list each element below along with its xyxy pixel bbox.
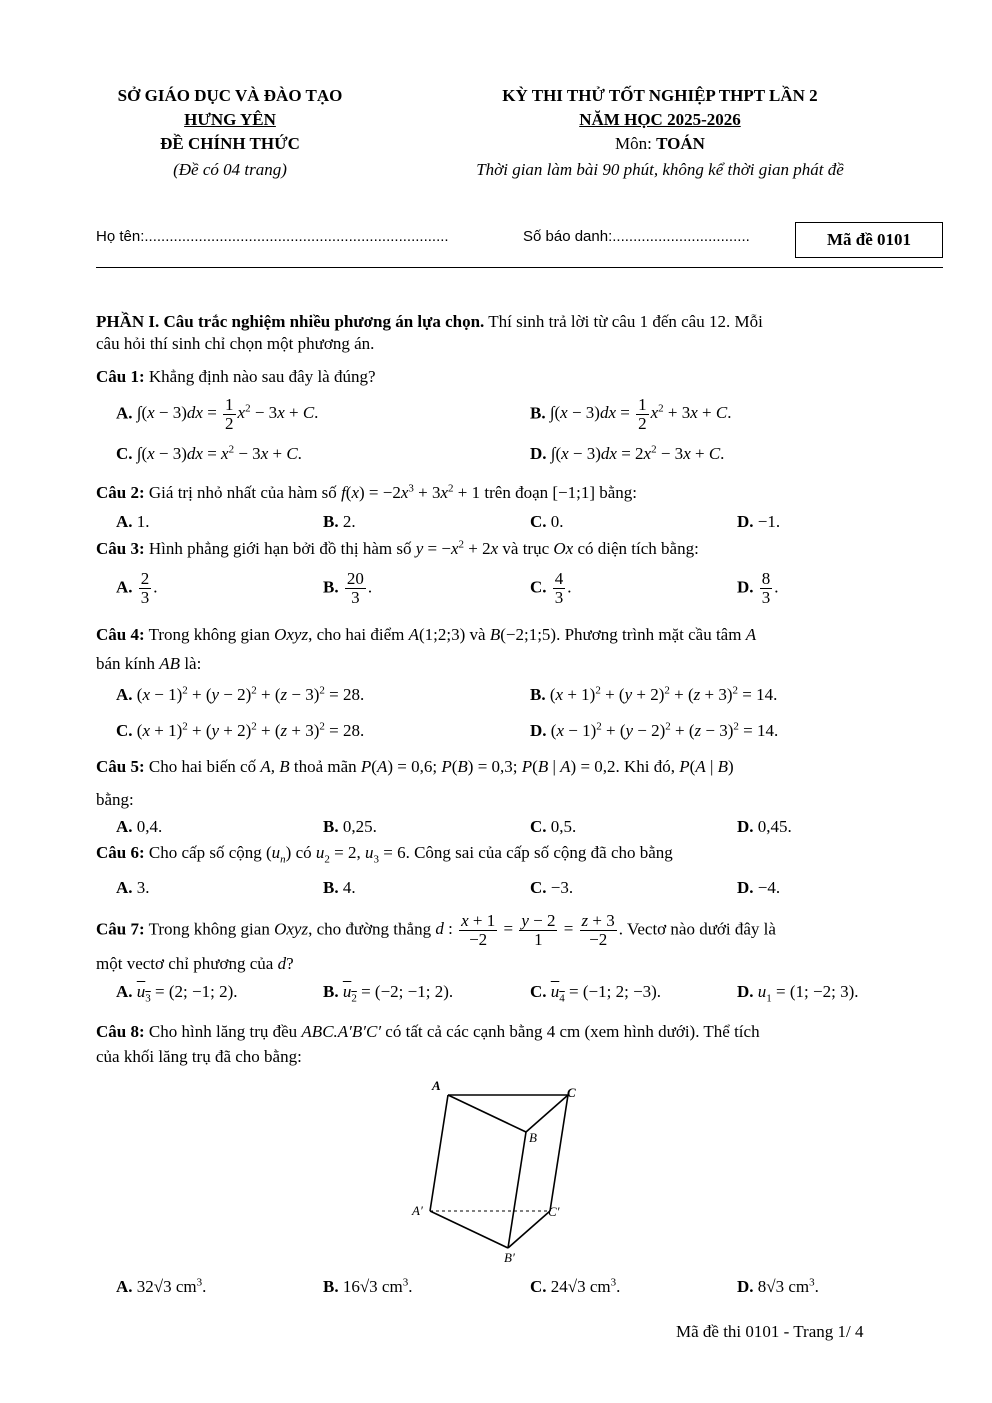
q8-label: Câu 8: — [96, 1022, 145, 1041]
q8-stem — [96, 1021, 943, 1043]
q8-option-d[interactable]: D. 8√3 $cm^3$. — [737, 1276, 819, 1296]
q7-stem: Câu 7: Trong không gian Oxyz, cho đường thẳng d : $\frac{x + 1}{-2}$ = $\frac{y - 2}{1}$ = $\frac{z + 3}{-2}$ . Vectơ nào dưới đây là — [96, 911, 776, 949]
q5-text-3: . Khi đó, — [615, 757, 680, 776]
q6-option-d[interactable] — [737, 877, 780, 899]
q5-option-a[interactable] — [116, 816, 162, 838]
q4-center: A — [745, 625, 757, 644]
q6-b-label: B. — [323, 878, 339, 897]
province-name — [60, 110, 400, 130]
q6-text-2: có — [291, 843, 316, 862]
label-A: A — [432, 1078, 441, 1093]
part1-instruction-2: câu hỏi thí sinh chỉ chọn một phương án. — [96, 334, 375, 353]
q7-text-1: Trong không gian — [144, 919, 275, 939]
q4-option-c[interactable]: C. $(x + 1)^2 + (y + 2)^2 + (z + 3)^2 = 28$. — [116, 720, 365, 740]
label-C: C — [567, 1085, 576, 1100]
q6-label: Câu 6: — [96, 843, 145, 862]
q7-space: Oxyz — [274, 919, 309, 939]
q3-c-label: C. — [530, 577, 547, 597]
q5-a-text: 0,4. — [132, 817, 163, 836]
q2-option-b[interactable] — [323, 511, 356, 533]
q1-a-label: A. — [116, 403, 133, 423]
q6-b-text: 4. — [338, 878, 356, 897]
part1-title: PHẦN I. Câu trắc nghiệm nhiều phương án lựa chọn. — [96, 312, 485, 331]
label-B: B — [529, 1130, 537, 1145]
q6-option-a[interactable] — [116, 877, 150, 899]
q3-text-3: có diện tích bằng: — [573, 539, 699, 558]
q5-b-label: B. — [323, 817, 339, 836]
edge-AB — [448, 1095, 526, 1132]
q4-option-b[interactable]: B. $(x + 1)^2 + (y + 2)^2 + (z + 3)^2 = 14$. — [530, 684, 778, 704]
q6-stem: Câu 6: Cho cấp số cộng $(u_n)$ có $u_2 = 2$, $u_3 = 6$. Công sai của cấp số cộng đã cho bằng — [96, 843, 673, 866]
q7-option-c[interactable]: C. $u_4 = (-1$; 2; −3). — [530, 982, 662, 1005]
label-A1: A′ — [412, 1203, 423, 1218]
q4-option-d[interactable]: D. $(x - 1)^2 + (y - 2)^2 + (z - 3)^2 = 14$. — [530, 720, 779, 740]
q3-stem: Câu 3: Hình phẳng giới hạn bởi đồ thị hàm số $y = -x^2 + 2x$ và trục Ox có diện tích bằng: — [96, 538, 699, 558]
q7-line-name: d — [277, 954, 287, 973]
q2-b-text: 2. — [338, 512, 356, 531]
q1-stem — [96, 366, 943, 388]
student-name-field: Họ tên:......................................................................... — [96, 228, 449, 245]
q4-stem: Câu 4: Trong không gian Oxyz, cho hai điểm A(1;2;3) và B(−2;1;5). Phương trình mặt cầu tâm A — [96, 625, 757, 644]
q2-stem: Câu 2: Giá trị nhỏ nhất của hàm số $f(x) = -2x^3 + 3x^2 + 1$ trên đoạn [−1;1] bằng: — [96, 482, 638, 502]
q4-line2-2: là: — [180, 654, 202, 673]
q2-option-c[interactable] — [530, 511, 564, 533]
q3-axis: Ox — [553, 539, 574, 558]
q1-option-b[interactable]: B. ∫(x − 3)dx = $\frac{1}{2}$ $x^2 + 3x + C$. — [530, 395, 732, 433]
q5-option-d[interactable] — [737, 816, 792, 838]
q8-a-label: A. — [116, 1277, 133, 1296]
q4-radius: AB — [159, 654, 181, 673]
q4-d-label: D. — [530, 721, 547, 740]
q8-d-label: D. — [737, 1277, 754, 1296]
prism-figure — [400, 1070, 600, 1270]
q8-option-c[interactable]: C. 24√3 $cm^3$. — [530, 1276, 621, 1296]
q5-stem-line2: bằng: — [96, 790, 134, 809]
q3-option-d[interactable]: D. $\frac{8}{3}$ . — [737, 569, 779, 607]
edge-CC1 — [550, 1095, 568, 1211]
q7-line2-1: một vectơ chỉ phương của — [96, 954, 278, 973]
school-year-text: NĂM HỌC 2025-2026 — [579, 110, 741, 129]
q3-option-c[interactable]: C. $\frac{4}{3}$ . — [530, 569, 572, 607]
q6-d-label: D. — [737, 878, 754, 897]
q5-label: Câu 5: — [96, 757, 145, 776]
q4-space: Oxyz — [274, 625, 309, 644]
exam-title: KỲ THI THỬ TỐT NGHIỆP THPT LẦN 2 — [502, 86, 818, 105]
time-note: Thời gian làm bài 90 phút, không kể thời gian phát đề — [476, 160, 844, 179]
q4-text-4: . Phương trình mặt cầu tâm — [556, 625, 746, 644]
school-year — [400, 110, 920, 130]
q3-a-label: A. — [116, 577, 133, 597]
q1-b-label: B. — [530, 403, 546, 423]
q5-c-label: C. — [530, 817, 547, 836]
q2-text-2: trên đoạn — [480, 483, 553, 502]
q3-option-b[interactable]: B. $\frac{20}{3}$ . — [323, 569, 373, 607]
q1-option-d[interactable]: D. $\int(x - 3)dx = 2x^2 - 3x + C$. — [530, 443, 725, 463]
q8-b-label: B. — [323, 1277, 339, 1296]
q1-c-label: C. — [116, 444, 133, 463]
q1-option-a[interactable]: A. ∫(x − 3)dx = $\frac{1}{2}$ $x^2 - 3x + C$. — [116, 395, 319, 433]
q2-d-text: −1. — [753, 512, 781, 531]
q5-d-text: 0,45. — [753, 817, 792, 836]
q7-option-a[interactable]: A. $u_3 = (2$; −1; 2). — [116, 982, 238, 1005]
q4-label: Câu 4: — [96, 625, 145, 644]
q7-text-3: . Vectơ nào dưới đây là — [618, 919, 776, 939]
header-divider — [96, 267, 943, 268]
q6-c-text: −3. — [546, 878, 574, 897]
q6-option-b[interactable] — [323, 877, 356, 899]
q5-events: A, B — [260, 757, 290, 776]
q7-label: Câu 7: — [96, 919, 145, 939]
q8-prism: ABC.A′B′C′ — [301, 1022, 382, 1041]
edge-BC — [526, 1095, 568, 1132]
q2-d-label: D. — [737, 512, 754, 531]
q3-option-a[interactable]: A. $\frac{2}{3}$ . — [116, 569, 158, 607]
department-name: SỞ GIÁO DỤC VÀ ĐÀO TẠO — [117, 86, 343, 105]
q4-text-1: Trong không gian — [144, 625, 275, 644]
student-id-field: Số báo danh:................................. — [523, 228, 750, 245]
q4-c-label: C. — [116, 721, 133, 740]
q7-stem-line2 — [96, 953, 943, 975]
q1-d-label: D. — [530, 444, 547, 463]
page-count-note: (Đề có 04 trang) — [173, 160, 287, 179]
q7-c-label: C. — [530, 982, 547, 1001]
q8-option-b[interactable]: B. 16√3 $cm^3$. — [323, 1276, 413, 1296]
page-footer: Mã đề thi 0101 - Trang 1/ 4 — [676, 1322, 864, 1341]
label-C1: C′ — [548, 1204, 560, 1219]
official-label: ĐỀ CHÍNH THỨC — [160, 134, 300, 153]
q2-label: Câu 2: — [96, 483, 145, 502]
q5-a-label: A. — [116, 817, 133, 836]
q7-option-b[interactable]: B. $u_2 = (-2$; −1; 2). — [323, 982, 454, 1005]
edge-B1C1 — [508, 1211, 550, 1248]
q6-d-text: −4. — [753, 878, 781, 897]
q8-text-1: Cho hình lăng trụ đều — [144, 1022, 302, 1041]
q7-d-label: D. — [737, 982, 754, 1001]
q2-option-d[interactable] — [737, 511, 780, 533]
q6-option-c[interactable] — [530, 877, 573, 899]
q2-text-3: bằng: — [595, 483, 638, 502]
q6-c-label: C. — [530, 878, 547, 897]
q8-text-2: có tất cả các cạnh bằng 4 cm (xem hình dưới). Thể tích — [381, 1022, 760, 1041]
q3-d-label: D. — [737, 577, 754, 597]
edge-AA1 — [430, 1095, 448, 1211]
q4-b-label: B. — [530, 685, 546, 704]
q2-b-label: B. — [323, 512, 339, 531]
q5-b-text: 0,25. — [338, 817, 377, 836]
q1-text: Khẳng định nào sau đây là đúng? — [144, 367, 376, 386]
q3-text-1: Hình phẳng giới hạn bởi đồ thị hàm số — [144, 539, 416, 558]
q5-stem: Câu 5: Cho hai biến cố A, B thoả mãn P(A) = 0,6; P(B) = 0,3; P(B | A) = 0,2. Khi đó, P(A | B) — [96, 757, 734, 776]
q2-text-1: Giá trị nhỏ nhất của hàm số — [144, 483, 342, 502]
q6-text-1: Cho cấp số cộng — [144, 843, 266, 862]
q8-option-a[interactable]: A. 32√3 $cm^3$. — [116, 1276, 207, 1296]
q6-a-label: A. — [116, 878, 133, 897]
part1-instruction-1: Thí sinh trả lời từ câu 1 đến câu 12. Mỗi — [484, 312, 763, 331]
q6-a-text: 3. — [132, 878, 150, 897]
q2-c-text: 0. — [546, 512, 564, 531]
q7-text-2: , cho đường thẳng — [308, 919, 436, 939]
q5-text-1: Cho hai biến cố — [144, 757, 261, 776]
q1-label: Câu 1: — [96, 367, 145, 386]
q2-option-a[interactable] — [116, 511, 150, 533]
q7-a-label: A. — [116, 982, 133, 1001]
q5-d-label: D. — [737, 817, 754, 836]
q2-a-text: 1. — [132, 512, 150, 531]
q1-option-c[interactable]: C. $\int(x - 3)dx = x^2 - 3x + C$. — [116, 443, 302, 463]
subject-prefix: Môn: — [615, 134, 657, 153]
q7-b-label: B. — [323, 982, 339, 1001]
part1-intro — [96, 310, 896, 334]
q4-text-3: và — [465, 625, 490, 644]
q8-c-label: C. — [530, 1277, 547, 1296]
q4-option-a[interactable]: A. $(x - 1)^2 + (y - 2)^2 + (z - 3)^2 = 28$. — [116, 684, 365, 704]
q3-text-2: và trục — [498, 539, 554, 558]
q6-text-3: . Công sai của cấp số cộng đã cho bằng — [405, 843, 673, 862]
exam-code-box: Mã đề 0101 — [795, 222, 943, 258]
q4-text-2: , cho hai điểm — [308, 625, 409, 644]
edge-A1B1 — [430, 1211, 508, 1248]
q8-stem-line2: của khối lăng trụ đã cho bằng: — [96, 1047, 302, 1066]
q4-stem-line2 — [96, 653, 943, 675]
q3-label: Câu 3: — [96, 539, 145, 558]
q7-line2-2: ? — [286, 954, 294, 973]
q4-a-label: A. — [116, 685, 133, 704]
q5-c-text: 0,5. — [546, 817, 577, 836]
q7-option-d[interactable]: D. $u_1 = (1$; −2; 3). — [737, 982, 859, 1005]
edge-BB1 — [508, 1132, 526, 1248]
q5-option-c[interactable] — [530, 816, 576, 838]
subject-line — [400, 134, 920, 154]
q2-a-label: A. — [116, 512, 133, 531]
q2-c-label: C. — [530, 512, 547, 531]
subject-name: TOÁN — [656, 134, 705, 153]
q5-option-b[interactable] — [323, 816, 377, 838]
province-text: HƯNG YÊN — [184, 110, 276, 129]
label-B1: B′ — [504, 1250, 515, 1265]
q4-line2-1: bán kính — [96, 654, 160, 673]
q3-b-label: B. — [323, 577, 339, 597]
q5-text-2: thoả mãn — [289, 757, 361, 776]
